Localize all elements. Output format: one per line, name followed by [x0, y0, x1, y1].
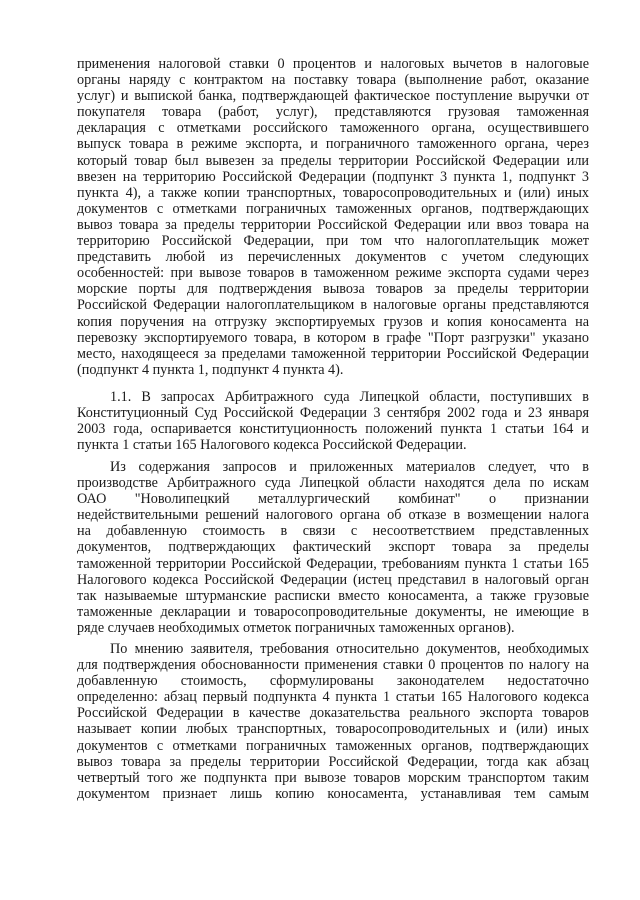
- text-line: органы наряду с контрактом на поставку товара (выполнение работ, оказание: [77, 72, 589, 89]
- text-line: документом признает лишь копию коносамента, устанавливая тем самым: [77, 785, 589, 802]
- text-line: определенно: абзац первый подпункта 4 пункта 1 статьи 165 Налогового кодекса: [77, 689, 589, 706]
- text-line: пункта 4), а также копии транспортных, товаросопроводительных и (или) иных: [77, 184, 589, 201]
- text-line: документов с отметками пограничных таможенных органов, подтверждающих: [77, 200, 589, 217]
- text-line: таможенной территории Российской Федерации, требованиям пункта 1 статьи 165: [77, 555, 589, 572]
- text-line: особенностей: при вывозе товаров в таможенном режиме экспорта судами через: [77, 265, 589, 282]
- text-line: который товар был вывезен за пределы территории Российской Федерации или: [77, 152, 589, 169]
- paragraph-tax-documents: [77, 56, 589, 378]
- text-line: Конституционный Суд Российской Федерации 3 сентября 2002 года и 23 января: [77, 405, 589, 422]
- text-line: Российской Федерации в качестве доказательства реального экспорта товаров: [77, 705, 589, 722]
- text-line: морские порты для подтверждения вывоза товаров за пределы территории: [77, 281, 589, 298]
- text-line: (подпункт 4 пункта 1, подпункт 4 пункта 4).: [77, 361, 344, 378]
- text-line: услуг) и выпиской банка, подтверждающей фактическое поступление выручки от: [77, 88, 589, 105]
- text-line: так называемые штурманские расписки вместо коносамента, а также грузовые: [77, 587, 589, 604]
- text-line: место, находящееся за пределами таможенной территории Российской Федерации: [77, 345, 589, 362]
- text-line: 1.1. В запросах Арбитражного суда Липецкой области, поступивших в: [110, 389, 589, 405]
- text-line: Из содержания запросов и приложенных материалов следует, что в: [110, 459, 589, 475]
- text-line: вывоз товара за пределы территории Российской Федерации или ввоз товара на: [77, 216, 589, 233]
- text-line: на добавленную стоимость в связи с несоответствием представленных: [77, 523, 589, 540]
- text-line: производстве Арбитражного суда Липецкой области находятся дела по искам: [77, 475, 589, 492]
- text-line: таможенные декларации и товаросопроводительные документы, не имеющие в: [77, 603, 589, 620]
- text-line: Российской Федерации налогоплательщиком в налоговые органы представляются: [77, 297, 589, 314]
- text-line: копия поручения на отгрузку экспортируемых грузов и копия коносамента на: [77, 313, 589, 330]
- paragraph-section-1-1: [77, 389, 589, 453]
- text-line: применения налоговой ставки 0 процентов и налоговых вычетов в налоговые: [77, 56, 589, 72]
- text-line: документов с отметками пограничных таможенных органов, подтверждающих: [77, 737, 589, 754]
- text-line: территорию Российской Федерации, при том что налогоплательщик может: [77, 233, 589, 250]
- text-line: пункта 1 статьи 165 Налогового кодекса Российской Федерации.: [77, 437, 467, 454]
- text-line: недействительными решений налогового органа об отказе в возмещении налога: [77, 507, 589, 524]
- text-line: вывоз товара за пределы территории Российской Федерации, тогда как абзац: [77, 753, 589, 770]
- text-line: ОАО "Новолипецкий металлургический комбинат" о признании: [77, 491, 589, 508]
- paragraph-applicant-opinion: [77, 641, 589, 802]
- text-line: четвертый того же подпункта при вывозе товаров морским транспортом таким: [77, 769, 589, 786]
- text-line: покупателя товара (работ, услуг), представляются грузовая таможенная: [77, 104, 589, 121]
- text-line: ввезен на территорию Российской Федерации (подпункт 3 пункта 1, подпункт 3: [77, 168, 589, 185]
- text-line: документов, подтверждающих фактический экспорт товара за пределы: [77, 539, 589, 556]
- text-line: перевозку экспортируемого товара, в котором в графе "Порт разгрузки" указано: [77, 329, 589, 346]
- text-line: для подтверждения обоснованности применения ставки 0 процентов по налогу на: [77, 657, 589, 674]
- text-line: добавленную стоимость, сформулированы законодателем недостаточно: [77, 673, 589, 690]
- text-line: ряде случаев необходимых отметок пограничных таможенных органов).: [77, 619, 515, 636]
- text-line: Налогового кодекса Российской Федерации (истец представил в налоговый орган: [77, 571, 589, 588]
- text-line: По мнению заявителя, требования относительно документов, необходимых: [110, 641, 589, 657]
- paragraph-request-contents: [77, 459, 589, 636]
- text-line: представить любой из перечисленных документов с учетом следующих: [77, 249, 589, 266]
- text-line: выпуск товара в режиме экспорта, и пограничного таможенного органа, через: [77, 136, 589, 153]
- text-line: декларация с отметками российского таможенного органа, осуществившего: [77, 120, 589, 137]
- text-line: называет копии любых транспортных, товаросопроводительных и (или) иных: [77, 721, 589, 738]
- text-line: 2003 года, оспаривается конституционность положений пункта 1 статьи 164 и: [77, 421, 589, 438]
